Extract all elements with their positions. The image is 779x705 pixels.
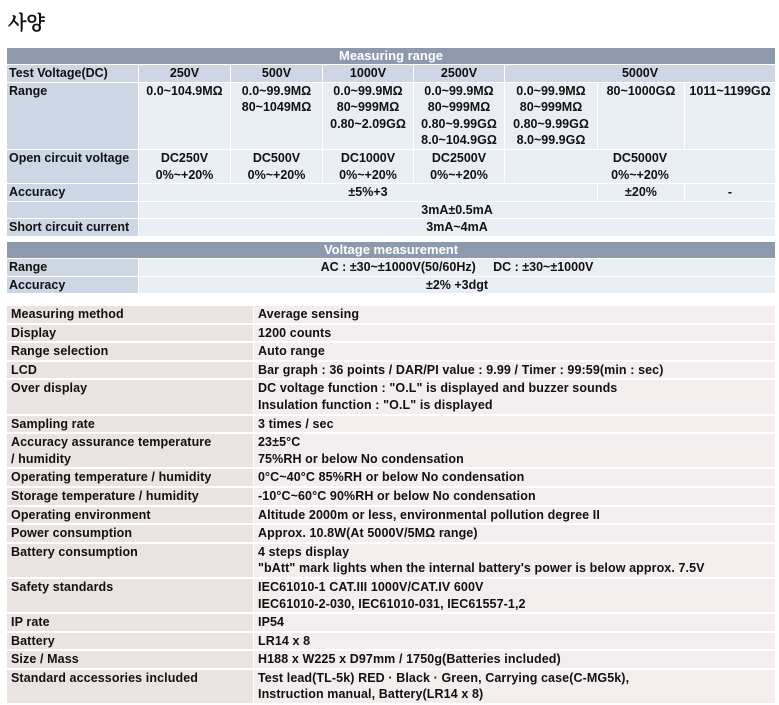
range-cell	[598, 82, 685, 149]
ocv-tolerance: 0%~+20%	[430, 167, 488, 182]
spec-key-line: Battery consumption	[11, 544, 138, 559]
ocv-voltage: DC2500V	[431, 150, 487, 165]
ocv-voltage: DC500V	[252, 150, 301, 165]
ocv-voltage: DC250V	[160, 150, 209, 165]
spec-value	[254, 669, 776, 704]
spec-value	[254, 342, 776, 361]
spec-key	[7, 543, 254, 578]
voltage-accuracy-label: Accuracy	[7, 276, 139, 294]
spec-key-line: Power consumption	[11, 526, 133, 541]
measuring-range-band: Measuring range	[7, 48, 776, 65]
spec-value	[254, 361, 776, 380]
spec-value-line: 0°C~40°C 85%RH or below No condensation	[258, 470, 525, 485]
spec-value	[254, 433, 776, 468]
measuring-range-table	[6, 47, 776, 294]
ocv-tolerance: 0%~+20%	[155, 167, 214, 182]
ocv-cell	[505, 149, 776, 183]
spec-row	[7, 415, 776, 434]
test-voltage-label: Test Voltage(DC)	[7, 65, 139, 83]
ocv-cell	[323, 149, 414, 183]
spec-value-line: -10°C~60°C 90%RH or below No condensation	[258, 488, 536, 503]
spec-value	[254, 578, 776, 613]
spec-key-line: Over display	[11, 381, 88, 396]
general-spec-table	[6, 305, 776, 705]
spec-row	[7, 650, 776, 669]
spec-value	[254, 306, 776, 324]
spec-row	[7, 524, 776, 543]
spec-key	[7, 342, 254, 361]
ocv-cell	[414, 149, 505, 183]
spec-row	[7, 669, 776, 704]
range-value: 80~999MΩ	[519, 100, 583, 115]
spec-value-line: H188 x W225 x D97mm / 1750g(Batteries included)	[258, 652, 561, 667]
spec-value-line: Auto range	[258, 344, 325, 359]
spec-row	[7, 379, 776, 414]
range-value: 0.0~99.9MΩ	[424, 83, 494, 98]
range-value: 0.0~99.9MΩ	[241, 83, 312, 98]
voltage-accuracy-value: ±2% +3dgt	[139, 276, 776, 294]
spec-key	[7, 578, 254, 613]
range-value: 8.0~104.9GΩ	[421, 133, 497, 148]
spec-value-line: 75%RH or below No condensation	[258, 451, 464, 466]
spec-value	[254, 468, 776, 487]
range-value: 1011~1199GΩ	[689, 83, 771, 98]
spec-key	[7, 468, 254, 487]
spec-key-line: Storage temperature / humidity	[11, 488, 199, 503]
spec-row	[7, 361, 776, 380]
ocv-cell	[139, 149, 231, 183]
spec-value-line: "bAtt" mark lights when the internal battery's power is below approx. 7.5V	[258, 561, 705, 576]
spec-value-line: Insulation function : "O.L" is displayed	[258, 397, 493, 412]
spec-key-line: Operating environment	[11, 507, 151, 522]
spec-value	[254, 524, 776, 543]
spec-key-line: Display	[11, 325, 57, 340]
spec-row	[7, 324, 776, 343]
range-value: 8.0~99.9GΩ	[516, 133, 586, 148]
spec-key	[7, 669, 254, 704]
voltage-header: 250V	[139, 65, 231, 83]
range-value: 80~1000GΩ	[606, 83, 676, 98]
range-cell	[231, 82, 323, 149]
spec-value	[254, 415, 776, 434]
spec-value-line: Test lead(TL-5k) RED · Black · Green, Carrying case(C-MG5k),	[258, 670, 630, 685]
spec-value	[254, 487, 776, 506]
spec-key-line: Accuracy assurance temperature	[11, 435, 212, 450]
range-value: 0.80~2.09GΩ	[330, 116, 406, 131]
spec-key	[7, 379, 254, 414]
spec-key-line: Sampling rate	[11, 416, 95, 431]
ocv-voltage: DC5000V	[612, 150, 668, 165]
range-value: 0.0~99.9MΩ	[516, 83, 586, 98]
spec-key	[7, 306, 254, 324]
spec-key-line: Standard accessories included	[11, 670, 199, 685]
spec-value	[254, 543, 776, 578]
spec-row	[7, 578, 776, 613]
ocv-cell	[231, 149, 323, 183]
spec-value	[254, 506, 776, 525]
blank-label	[7, 201, 139, 219]
ocv-tolerance: 0%~+20%	[247, 167, 306, 182]
range-cell	[685, 82, 776, 149]
range-value: 80~999MΩ	[336, 100, 400, 115]
current-value: 3mA±0.5mA	[139, 201, 776, 219]
range-cell	[323, 82, 414, 149]
voltage-header: 1000V	[323, 65, 414, 83]
spec-value-line: Altitude 2000m or less, environmental pollution degree II	[258, 507, 600, 522]
spec-key	[7, 361, 254, 380]
accuracy-label: Accuracy	[7, 184, 139, 202]
voltage-header: 500V	[231, 65, 323, 83]
short-circuit-current-label: Short circuit current	[7, 219, 139, 237]
range-value: 0.0~99.9MΩ	[333, 83, 403, 98]
spec-key	[7, 433, 254, 468]
spec-key-line: Operating temperature / humidity	[11, 470, 212, 485]
range-value: 0.80~9.99GΩ	[513, 116, 589, 131]
range-cell	[139, 82, 231, 149]
spec-row	[7, 487, 776, 506]
spec-value-line: Instruction manual, Battery(LR14 x 8)	[258, 687, 484, 702]
spec-row	[7, 468, 776, 487]
spec-row	[7, 613, 776, 632]
spec-row	[7, 342, 776, 361]
spec-row	[7, 306, 776, 324]
range-cell	[505, 82, 598, 149]
spec-value-line: 3 times / sec	[258, 416, 334, 431]
ocv-tolerance: 0%~+20%	[611, 167, 669, 182]
spec-value-line: IP54	[258, 615, 285, 630]
spec-row	[7, 506, 776, 525]
spec-key	[7, 324, 254, 343]
spec-row	[7, 543, 776, 578]
page-title: 사양	[8, 12, 45, 34]
spec-row	[7, 632, 776, 651]
spec-value-line: IEC61010-1 CAT.III 1000V/CAT.IV 600V	[258, 579, 484, 594]
spec-value	[254, 613, 776, 632]
spec-value-line: 4 steps display	[258, 544, 350, 559]
spec-key-line: LCD	[11, 362, 37, 377]
spec-row	[7, 433, 776, 468]
voltage-header: 5000V	[505, 65, 776, 83]
spec-key	[7, 524, 254, 543]
range-value: 80~1049MΩ	[241, 100, 312, 115]
spec-value-line: LR14 x 8	[258, 633, 311, 648]
ocv-tolerance: 0%~+20%	[339, 167, 397, 182]
spec-key	[7, 415, 254, 434]
spec-key-line: Size / Mass	[11, 652, 79, 667]
spec-key	[7, 506, 254, 525]
spec-key-line: Range selection	[11, 344, 109, 359]
spec-value-line: DC voltage function : "O.L" is displayed and buzzer sounds	[258, 381, 618, 396]
spec-value-line: Bar graph : 36 points / DAR/PI value : 9.99 / Timer : 99:59(min : sec)	[258, 362, 664, 377]
spec-value	[254, 650, 776, 669]
spec-key-line: Measuring method	[11, 307, 124, 321]
range-value: 0.0~104.9MΩ	[146, 83, 223, 98]
spec-value-line: Average sensing	[258, 307, 360, 321]
ocv-voltage: DC1000V	[340, 150, 396, 165]
range-value: 0.80~9.99GΩ	[421, 116, 497, 131]
voltage-measurement-band: Voltage measurement	[7, 241, 776, 258]
spec-value	[254, 632, 776, 651]
spec-key-line: Safety standards	[11, 579, 114, 594]
spec-key	[7, 487, 254, 506]
range-label: Range	[7, 82, 139, 149]
accuracy-value: ±20%	[598, 184, 685, 202]
accuracy-value: ±5%+3	[139, 184, 598, 202]
spec-key-line: Battery	[11, 633, 55, 648]
voltage-header: 2500V	[414, 65, 505, 83]
range-cell	[414, 82, 505, 149]
spec-key	[7, 613, 254, 632]
voltage-range-value: AC : ±30~±1000V(50/60Hz) DC : ±30~±1000V	[139, 258, 776, 276]
spec-value-line: Approx. 10.8W(At 5000V/5MΩ range)	[258, 526, 478, 541]
spec-key-line: IP rate	[11, 615, 50, 630]
range-value: 80~999MΩ	[427, 100, 491, 115]
spec-key	[7, 650, 254, 669]
spec-value	[254, 379, 776, 414]
short-circuit-current-value: 3mA~4mA	[139, 219, 776, 237]
spec-value-line: IEC61010-2-030, IEC61010-031, IEC61557-1,2	[258, 596, 526, 611]
spec-value-line: 23±5°C	[258, 435, 301, 450]
spec-value-line: 1200 counts	[258, 325, 332, 340]
spec-key	[7, 632, 254, 651]
voltage-range-label: Range	[7, 258, 139, 276]
accuracy-value: -	[685, 184, 776, 202]
spec-key-line: / humidity	[11, 451, 72, 466]
open-circuit-voltage-label: Open circuit voltage	[7, 149, 139, 183]
spec-value	[254, 324, 776, 343]
